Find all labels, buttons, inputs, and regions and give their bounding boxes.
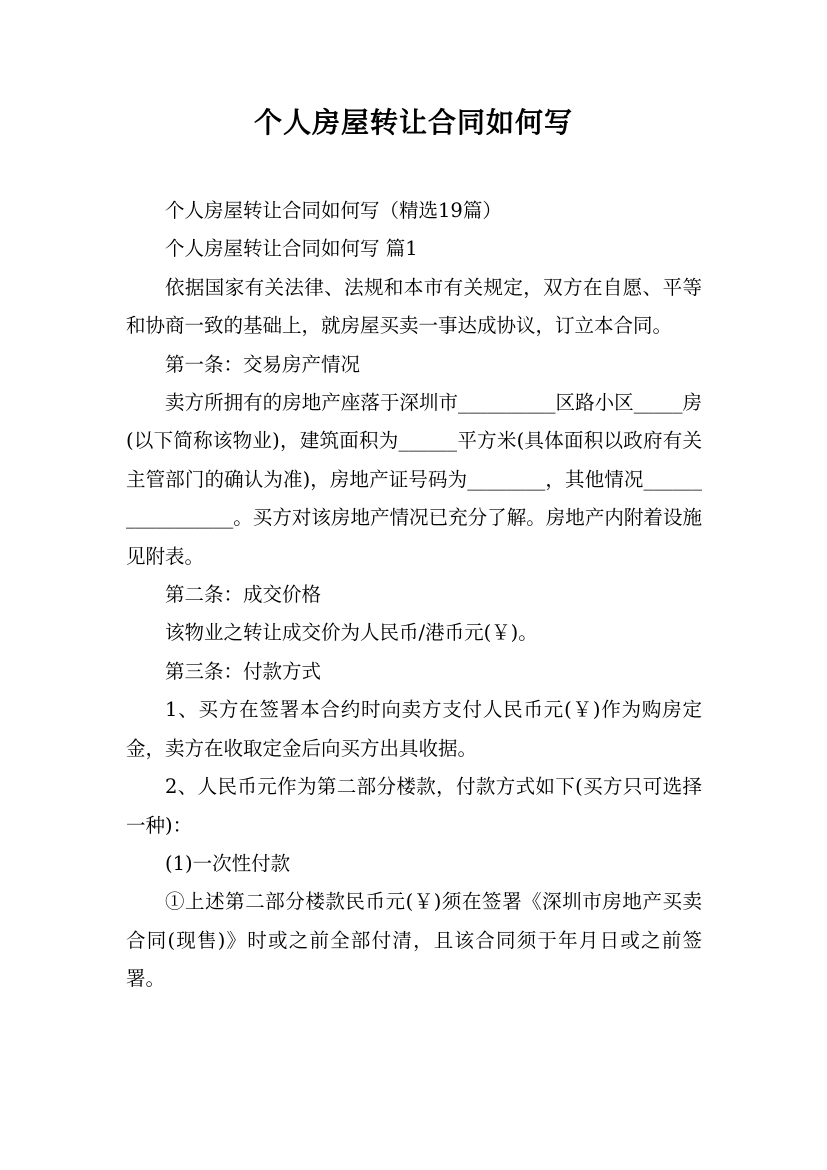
article-2-heading: 第二条：成交价格 (165, 583, 322, 607)
paragraph-lump-sum-terms: ①上述第二部分楼款民币元(￥)须在签署《深圳市房地产买卖合同(现售)》时或之前全部付清，且该合同须于年月日或之前签署。 (126, 890, 702, 991)
document-title: 个人房屋转让合同如何写 (253, 106, 573, 139)
subtitle-line: 个人房屋转让合同如何写（精选19篇） (165, 199, 502, 222)
paragraph-lump-sum-heading: (1)一次性付款 (165, 851, 291, 875)
paragraph-intro: 依据国家有关法律、法规和本市有关规定，双方在自愿、平等和协商一致的基础上，就房屋买卖一事达成协议，订立本合同。 (126, 275, 702, 338)
paragraph-second-payment: 2、人民币元作为第二部分楼款，付款方式如下(买方只可选择一种)： (126, 775, 702, 837)
article-3-heading: 第三条：付款方式 (165, 659, 322, 683)
paragraph-property-details: 卖方所拥有的房地产座落于深圳市__________区路小区_____房(以下简称该物业)，建筑面积为______平方米(具体面积以政府有关主管部门的确认为准)，房地产证号码为________，其他情况_________________。买方对该房地产情况已充分了解。房地产内附着设施见附表。 (126, 391, 702, 568)
article-1-heading: 第一条：交易房产情况 (165, 352, 361, 376)
paragraph-price: 该物业之转让成交价为人民币/港币元(￥)。 (165, 621, 538, 645)
paragraph-deposit: 1、买方在签署本合约时向卖方支付人民币元(￥)作为购房定金，卖方在收取定金后向买方出具收据。 (126, 698, 702, 760)
section-heading: 个人房屋转让合同如何写 篇1 (165, 237, 418, 261)
document-body (126, 192, 702, 999)
